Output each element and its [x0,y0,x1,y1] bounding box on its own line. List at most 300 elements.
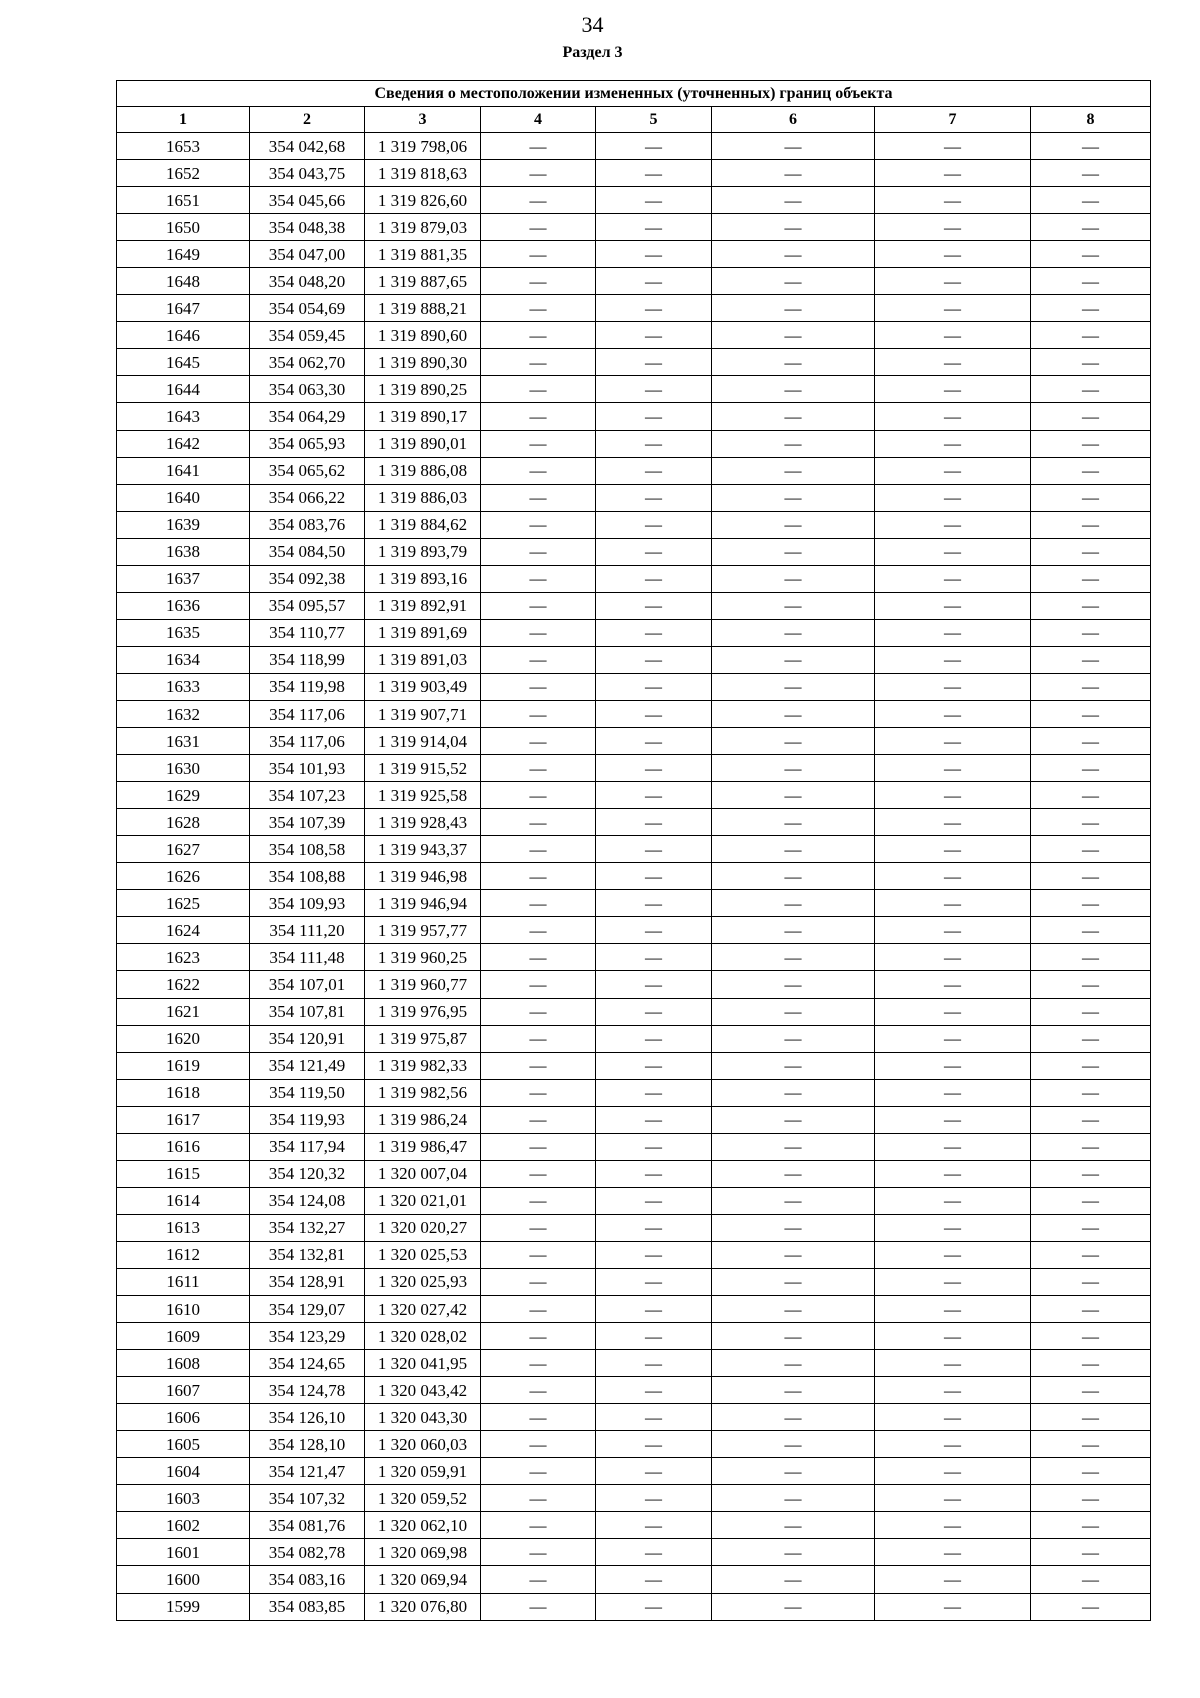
table-row [117,809,1151,836]
empty-value-cell: — [1031,998,1151,1025]
point-number-cell: 1599 [117,1593,250,1620]
empty-value-cell: — [1031,1512,1151,1539]
table-row [117,1214,1151,1241]
empty-value-cell: — [1031,1025,1151,1052]
table-row [117,592,1151,619]
point-number-cell: 1624 [117,917,250,944]
empty-value-cell: — [875,728,1031,755]
empty-value-cell: — [875,1350,1031,1377]
empty-value-cell: — [1031,1431,1151,1458]
point-number-cell: 1641 [117,457,250,484]
point-number-cell: 1635 [117,619,250,646]
x-coordinate-cell: 354 107,23 [250,782,365,809]
point-number-cell: 1607 [117,1377,250,1404]
empty-value-cell: — [481,1350,596,1377]
empty-value-cell: — [712,187,875,214]
empty-value-cell: — [875,376,1031,403]
empty-value-cell: — [1031,376,1151,403]
point-number-cell: 1619 [117,1052,250,1079]
empty-value-cell: — [712,619,875,646]
empty-value-cell: — [596,241,712,268]
y-coordinate-cell: 1 319 890,30 [365,349,481,376]
empty-value-cell: — [481,809,596,836]
y-coordinate-cell: 1 319 798,06 [365,133,481,160]
x-coordinate-cell: 354 064,29 [250,403,365,430]
y-coordinate-cell: 1 319 925,58 [365,782,481,809]
empty-value-cell: — [596,1377,712,1404]
empty-value-cell: — [712,1160,875,1187]
empty-value-cell: — [875,755,1031,782]
empty-value-cell: — [875,1539,1031,1566]
empty-value-cell: — [596,1539,712,1566]
y-coordinate-cell: 1 319 903,49 [365,673,481,700]
empty-value-cell: — [596,1458,712,1485]
empty-value-cell: — [1031,1323,1151,1350]
y-coordinate-cell: 1 319 982,33 [365,1052,481,1079]
empty-value-cell: — [875,1323,1031,1350]
point-number-cell: 1601 [117,1539,250,1566]
x-coordinate-cell: 354 132,81 [250,1241,365,1268]
y-coordinate-cell: 1 319 893,79 [365,538,481,565]
empty-value-cell: — [875,646,1031,673]
empty-value-cell: — [712,322,875,349]
empty-value-cell: — [875,268,1031,295]
x-coordinate-cell: 354 062,70 [250,349,365,376]
empty-value-cell: — [712,1566,875,1593]
point-number-cell: 1600 [117,1566,250,1593]
empty-value-cell: — [712,809,875,836]
empty-value-cell: — [1031,1350,1151,1377]
empty-value-cell: — [712,241,875,268]
empty-value-cell: — [481,565,596,592]
y-coordinate-cell: 1 320 043,42 [365,1377,481,1404]
empty-value-cell: — [875,1485,1031,1512]
table-row [117,836,1151,863]
column-header: 8 [1031,107,1151,133]
table-row [117,403,1151,430]
empty-value-cell: — [481,1214,596,1241]
empty-value-cell: — [596,1512,712,1539]
empty-value-cell: — [481,403,596,430]
empty-value-cell: — [481,782,596,809]
table-row [117,1512,1151,1539]
empty-value-cell: — [875,971,1031,998]
y-coordinate-cell: 1 319 887,65 [365,268,481,295]
empty-value-cell: — [1031,1296,1151,1323]
empty-value-cell: — [1031,646,1151,673]
empty-value-cell: — [596,1268,712,1295]
empty-value-cell: — [875,917,1031,944]
empty-value-cell: — [596,782,712,809]
table-row [117,1079,1151,1106]
empty-value-cell: — [712,1106,875,1133]
empty-value-cell: — [481,1377,596,1404]
empty-value-cell: — [712,349,875,376]
x-coordinate-cell: 354 111,48 [250,944,365,971]
x-coordinate-cell: 354 119,98 [250,673,365,700]
empty-value-cell: — [481,1133,596,1160]
table-row [117,1187,1151,1214]
empty-value-cell: — [596,1593,712,1620]
empty-value-cell: — [596,1052,712,1079]
empty-value-cell: — [875,133,1031,160]
empty-value-cell: — [712,484,875,511]
table-row [117,1485,1151,1512]
empty-value-cell: — [712,1323,875,1350]
y-coordinate-cell: 1 320 059,52 [365,1485,481,1512]
x-coordinate-cell: 354 123,29 [250,1323,365,1350]
empty-value-cell: — [875,1566,1031,1593]
y-coordinate-cell: 1 319 879,03 [365,214,481,241]
empty-value-cell: — [481,349,596,376]
point-number-cell: 1647 [117,295,250,322]
point-number-cell: 1615 [117,1160,250,1187]
empty-value-cell: — [712,403,875,430]
empty-value-cell: — [712,133,875,160]
empty-value-cell: — [875,1187,1031,1214]
empty-value-cell: — [712,268,875,295]
table-row [117,1404,1151,1431]
x-coordinate-cell: 354 059,45 [250,322,365,349]
empty-value-cell: — [481,619,596,646]
empty-value-cell: — [875,430,1031,457]
y-coordinate-cell: 1 319 943,37 [365,836,481,863]
empty-value-cell: — [1031,538,1151,565]
empty-value-cell: — [596,890,712,917]
x-coordinate-cell: 354 083,76 [250,511,365,538]
table-row [117,971,1151,998]
y-coordinate-cell: 1 319 914,04 [365,728,481,755]
empty-value-cell: — [596,1566,712,1593]
table-row [117,268,1151,295]
x-coordinate-cell: 354 120,91 [250,1025,365,1052]
table-row [117,1323,1151,1350]
point-number-cell: 1646 [117,322,250,349]
table-row [117,1350,1151,1377]
table-row [117,376,1151,403]
empty-value-cell: — [712,782,875,809]
empty-value-cell: — [712,890,875,917]
y-coordinate-cell: 1 319 907,71 [365,700,481,727]
empty-value-cell: — [1031,917,1151,944]
point-number-cell: 1642 [117,430,250,457]
x-coordinate-cell: 354 132,27 [250,1214,365,1241]
empty-value-cell: — [481,187,596,214]
empty-value-cell: — [596,971,712,998]
table-body [117,133,1151,1621]
x-coordinate-cell: 354 083,85 [250,1593,365,1620]
empty-value-cell: — [712,1539,875,1566]
empty-value-cell: — [712,1214,875,1241]
table-row [117,241,1151,268]
x-coordinate-cell: 354 101,93 [250,755,365,782]
empty-value-cell: — [712,944,875,971]
x-coordinate-cell: 354 128,10 [250,1431,365,1458]
empty-value-cell: — [1031,755,1151,782]
boundary-coordinates-table [116,80,1151,1621]
empty-value-cell: — [1031,863,1151,890]
empty-value-cell: — [1031,322,1151,349]
empty-value-cell: — [712,538,875,565]
empty-value-cell: — [596,863,712,890]
table-row [117,538,1151,565]
point-number-cell: 1606 [117,1404,250,1431]
empty-value-cell: — [481,890,596,917]
point-number-cell: 1627 [117,836,250,863]
empty-value-cell: — [596,592,712,619]
y-coordinate-cell: 1 320 059,91 [365,1458,481,1485]
point-number-cell: 1633 [117,673,250,700]
y-coordinate-cell: 1 320 028,02 [365,1323,481,1350]
empty-value-cell: — [712,1404,875,1431]
empty-value-cell: — [712,160,875,187]
empty-value-cell: — [596,1025,712,1052]
empty-value-cell: — [712,971,875,998]
x-coordinate-cell: 354 107,39 [250,809,365,836]
empty-value-cell: — [596,1160,712,1187]
empty-value-cell: — [596,917,712,944]
table-row [117,187,1151,214]
empty-value-cell: — [481,1160,596,1187]
empty-value-cell: — [596,700,712,727]
column-header: 3 [365,107,481,133]
y-coordinate-cell: 1 320 069,98 [365,1539,481,1566]
empty-value-cell: — [1031,592,1151,619]
empty-value-cell: — [596,430,712,457]
empty-value-cell: — [481,1241,596,1268]
x-coordinate-cell: 354 129,07 [250,1296,365,1323]
empty-value-cell: — [875,1241,1031,1268]
empty-value-cell: — [596,322,712,349]
point-number-cell: 1643 [117,403,250,430]
point-number-cell: 1631 [117,728,250,755]
empty-value-cell: — [875,295,1031,322]
y-coordinate-cell: 1 320 025,93 [365,1268,481,1295]
table-row [117,322,1151,349]
empty-value-cell: — [875,484,1031,511]
empty-value-cell: — [1031,673,1151,700]
table-row [117,863,1151,890]
y-coordinate-cell: 1 319 890,25 [365,376,481,403]
empty-value-cell: — [1031,700,1151,727]
empty-value-cell: — [481,1268,596,1295]
table-row [117,890,1151,917]
empty-value-cell: — [712,457,875,484]
y-coordinate-cell: 1 319 960,25 [365,944,481,971]
empty-value-cell: — [596,836,712,863]
empty-value-cell: — [481,295,596,322]
point-number-cell: 1650 [117,214,250,241]
column-header-row [117,107,1151,133]
empty-value-cell: — [596,511,712,538]
table-row [117,565,1151,592]
empty-value-cell: — [1031,268,1151,295]
empty-value-cell: — [875,836,1031,863]
point-number-cell: 1605 [117,1431,250,1458]
table-row [117,728,1151,755]
empty-value-cell: — [596,1241,712,1268]
point-number-cell: 1626 [117,863,250,890]
empty-value-cell: — [1031,1485,1151,1512]
point-number-cell: 1651 [117,187,250,214]
empty-value-cell: — [481,1539,596,1566]
point-number-cell: 1620 [117,1025,250,1052]
empty-value-cell: — [875,403,1031,430]
point-number-cell: 1644 [117,376,250,403]
empty-value-cell: — [712,295,875,322]
empty-value-cell: — [712,1458,875,1485]
empty-value-cell: — [712,1187,875,1214]
y-coordinate-cell: 1 319 890,60 [365,322,481,349]
x-coordinate-cell: 354 107,01 [250,971,365,998]
point-number-cell: 1628 [117,809,250,836]
empty-value-cell: — [481,836,596,863]
empty-value-cell: — [875,565,1031,592]
empty-value-cell: — [875,944,1031,971]
x-coordinate-cell: 354 043,75 [250,160,365,187]
point-number-cell: 1630 [117,755,250,782]
empty-value-cell: — [712,836,875,863]
x-coordinate-cell: 354 108,88 [250,863,365,890]
empty-value-cell: — [481,511,596,538]
empty-value-cell: — [1031,728,1151,755]
empty-value-cell: — [712,1052,875,1079]
y-coordinate-cell: 1 319 975,87 [365,1025,481,1052]
y-coordinate-cell: 1 319 976,95 [365,998,481,1025]
empty-value-cell: — [712,592,875,619]
point-number-cell: 1636 [117,592,250,619]
x-coordinate-cell: 354 047,00 [250,241,365,268]
empty-value-cell: — [1031,1404,1151,1431]
empty-value-cell: — [712,511,875,538]
empty-value-cell: — [481,322,596,349]
empty-value-cell: — [1031,160,1151,187]
table-row [117,160,1151,187]
empty-value-cell: — [875,214,1031,241]
point-number-cell: 1625 [117,890,250,917]
empty-value-cell: — [481,1296,596,1323]
section-title: Раздел 3 [562,44,623,61]
y-coordinate-cell: 1 320 076,80 [365,1593,481,1620]
x-coordinate-cell: 354 066,22 [250,484,365,511]
table-row [117,998,1151,1025]
empty-value-cell: — [481,755,596,782]
table-row [117,1106,1151,1133]
x-coordinate-cell: 354 121,47 [250,1458,365,1485]
x-coordinate-cell: 354 081,76 [250,1512,365,1539]
empty-value-cell: — [481,700,596,727]
y-coordinate-cell: 1 319 886,03 [365,484,481,511]
table-row [117,619,1151,646]
x-coordinate-cell: 354 107,32 [250,1485,365,1512]
y-coordinate-cell: 1 319 960,77 [365,971,481,998]
empty-value-cell: — [712,917,875,944]
x-coordinate-cell: 354 119,93 [250,1106,365,1133]
point-number-cell: 1648 [117,268,250,295]
empty-value-cell: — [481,728,596,755]
empty-value-cell: — [481,1593,596,1620]
empty-value-cell: — [1031,295,1151,322]
column-header: 2 [250,107,365,133]
empty-value-cell: — [1031,619,1151,646]
empty-value-cell: — [1031,484,1151,511]
empty-value-cell: — [1031,241,1151,268]
table-row [117,1377,1151,1404]
empty-value-cell: — [1031,511,1151,538]
table-row [117,782,1151,809]
empty-value-cell: — [596,619,712,646]
y-coordinate-cell: 1 319 928,43 [365,809,481,836]
table-row [117,944,1151,971]
y-coordinate-cell: 1 320 060,03 [365,1431,481,1458]
empty-value-cell: — [875,1214,1031,1241]
table-row [117,295,1151,322]
page-number: 34 [581,12,604,37]
empty-value-cell: — [481,1025,596,1052]
empty-value-cell: — [596,1296,712,1323]
empty-value-cell: — [596,295,712,322]
table-row [117,430,1151,457]
empty-value-cell: — [1031,1593,1151,1620]
y-coordinate-cell: 1 319 818,63 [365,160,481,187]
empty-value-cell: — [481,214,596,241]
empty-value-cell: — [481,1106,596,1133]
empty-value-cell: — [481,592,596,619]
empty-value-cell: — [712,728,875,755]
empty-value-cell: — [1031,1052,1151,1079]
table-row [117,1052,1151,1079]
empty-value-cell: — [596,646,712,673]
table-row [117,1268,1151,1295]
point-number-cell: 1629 [117,782,250,809]
empty-value-cell: — [1031,133,1151,160]
empty-value-cell: — [481,241,596,268]
empty-value-cell: — [712,1350,875,1377]
x-coordinate-cell: 354 065,62 [250,457,365,484]
empty-value-cell: — [596,484,712,511]
empty-value-cell: — [596,1133,712,1160]
empty-value-cell: — [712,755,875,782]
y-coordinate-cell: 1 319 957,77 [365,917,481,944]
point-number-cell: 1617 [117,1106,250,1133]
empty-value-cell: — [875,1268,1031,1295]
empty-value-cell: — [875,241,1031,268]
empty-value-cell: — [875,592,1031,619]
table-row [117,511,1151,538]
column-header: 5 [596,107,712,133]
point-number-cell: 1623 [117,944,250,971]
empty-value-cell: — [481,646,596,673]
empty-value-cell: — [481,1079,596,1106]
empty-value-cell: — [481,268,596,295]
y-coordinate-cell: 1 320 041,95 [365,1350,481,1377]
empty-value-cell: — [712,998,875,1025]
point-number-cell: 1618 [117,1079,250,1106]
empty-value-cell: — [481,1052,596,1079]
x-coordinate-cell: 354 054,69 [250,295,365,322]
empty-value-cell: — [1031,1241,1151,1268]
empty-value-cell: — [875,511,1031,538]
empty-value-cell: — [1031,1133,1151,1160]
empty-value-cell: — [875,1431,1031,1458]
empty-value-cell: — [875,349,1031,376]
empty-value-cell: — [1031,214,1151,241]
point-number-cell: 1613 [117,1214,250,1241]
empty-value-cell: — [481,998,596,1025]
x-coordinate-cell: 354 109,93 [250,890,365,917]
x-coordinate-cell: 354 121,49 [250,1052,365,1079]
empty-value-cell: — [712,430,875,457]
